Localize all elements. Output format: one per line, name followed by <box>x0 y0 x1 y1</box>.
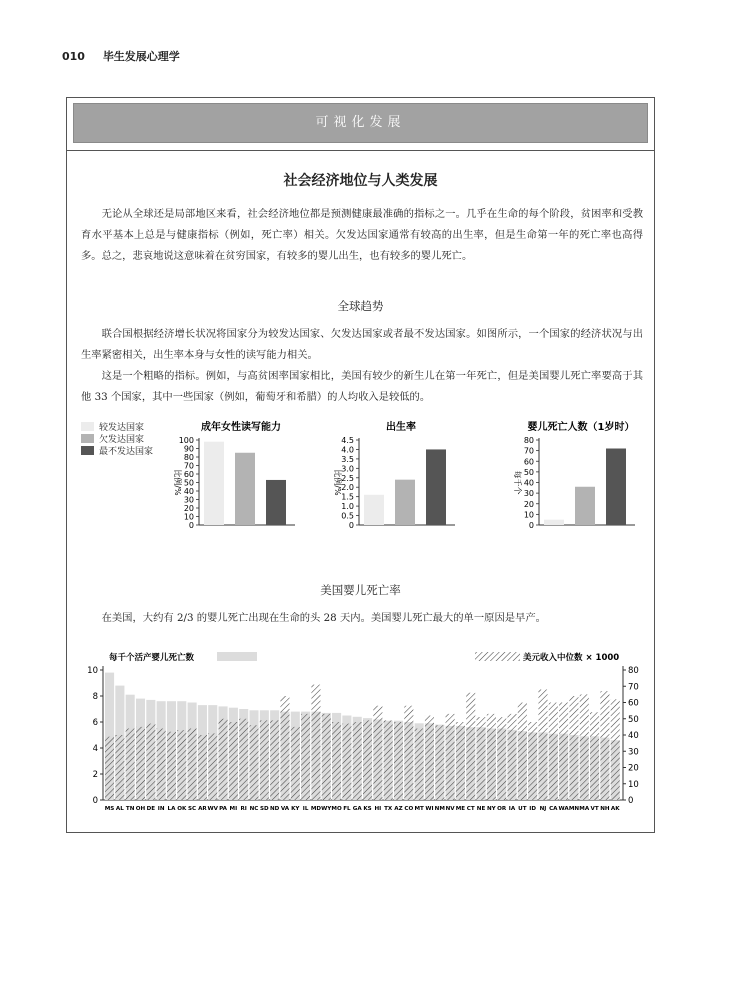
income-bar <box>136 727 145 800</box>
y-tick-label: 20 <box>523 499 534 509</box>
y-tick-label: 3.0 <box>341 464 354 474</box>
country-legend <box>81 420 153 456</box>
income-bar <box>477 717 486 800</box>
income-bar <box>239 719 248 800</box>
income-bar <box>332 722 341 800</box>
y-tick-label: 80 <box>523 436 534 445</box>
state-label: IL <box>302 806 309 812</box>
income-bar <box>115 735 124 800</box>
bar <box>364 495 384 525</box>
y-tick-label: 30 <box>183 495 194 505</box>
y-tick-label: 0 <box>188 521 194 530</box>
income-bar <box>446 714 455 800</box>
income-bar <box>177 730 186 800</box>
income-bar <box>208 733 217 800</box>
state-label: KY <box>291 806 300 812</box>
income-bar <box>322 714 331 800</box>
income-bar <box>538 690 547 801</box>
state-label: RI <box>240 806 247 812</box>
y-tick-label: 100 <box>178 436 194 445</box>
state-label: CO <box>404 806 414 812</box>
us-paragraph: 在美国，大约有 2/3 的婴儿死亡出现在生命的头 28 天内。美国婴儿死亡最大的单一原因是早产。 <box>101 612 546 624</box>
legend-left-label: 每千个活产婴儿死亡数 <box>109 653 195 663</box>
state-label: DE <box>146 806 156 812</box>
y-tick-label: 50 <box>183 478 194 488</box>
state-label: WA <box>558 806 569 812</box>
income-bar <box>126 729 135 801</box>
us-infant-mortality-chart <box>77 644 647 816</box>
y-tick-label: 90 <box>183 444 194 454</box>
income-bar <box>497 717 506 800</box>
y-tick-label: 60 <box>183 470 194 479</box>
state-label: ME <box>455 806 466 812</box>
state-label: UT <box>518 806 527 812</box>
y-tick-label: 2.0 <box>341 483 354 493</box>
income-bar <box>394 722 403 800</box>
y-tick-label: 70 <box>523 446 534 456</box>
income-bar <box>590 712 599 800</box>
y-tick-label: 3.5 <box>341 454 354 464</box>
y-axis-label: 比例/% <box>333 469 342 496</box>
state-label: VA <box>280 806 290 812</box>
income-bar <box>549 703 558 801</box>
page-number: 010 <box>62 50 85 63</box>
y-axis-label: 比例/% <box>173 469 182 496</box>
left-y-tick-label: 8 <box>92 692 98 702</box>
income-bar <box>198 735 207 800</box>
income-bar <box>466 693 475 800</box>
right-y-tick-label: 50 <box>628 714 639 725</box>
income-bar <box>280 696 289 800</box>
y-tick-label: 4.0 <box>341 445 354 455</box>
legend-right-swatch <box>475 652 520 661</box>
left-y-tick-label: 2 <box>92 770 98 780</box>
state-label: NE <box>476 806 486 812</box>
bar <box>426 449 446 525</box>
state-label: NY <box>487 806 496 812</box>
income-bar <box>580 694 589 800</box>
income-bar <box>167 732 176 800</box>
state-label: MD <box>310 806 322 812</box>
y-tick-label: 1.5 <box>341 492 354 502</box>
income-bar <box>260 720 269 800</box>
left-y-tick-label: 6 <box>92 718 98 728</box>
state-label: OK <box>177 806 187 812</box>
y-tick-label: 0 <box>528 521 534 530</box>
chart-title: 成年女性读写能力 <box>201 422 281 433</box>
left-y-tick-label: 10 <box>87 666 98 676</box>
bar <box>544 520 564 525</box>
state-label: TN <box>125 806 135 812</box>
state-label: AR <box>198 806 207 812</box>
income-bar <box>611 699 620 800</box>
state-label: WV <box>207 806 218 812</box>
income-bar <box>487 714 496 800</box>
feature-title: 社会经济地位与人类发展 <box>283 173 438 189</box>
state-label: MO <box>331 806 342 812</box>
legend-swatch <box>81 422 94 431</box>
section-banner: 可视化发展 <box>73 103 648 143</box>
bar <box>235 453 255 525</box>
state-label: VT <box>590 806 599 812</box>
income-bar <box>188 729 197 801</box>
legend-swatch <box>81 446 94 455</box>
page-header <box>62 48 180 64</box>
income-bar <box>435 725 444 800</box>
y-tick-label: 10 <box>183 512 194 522</box>
y-tick-label: 1.0 <box>341 502 354 512</box>
state-label: OH <box>135 806 146 812</box>
feature-box <box>66 97 655 833</box>
global-paragraph-2: 这是一个粗略的指标。例如，与高贫困率国家相比，美国有较少的新生儿在第一年死亡，但是美国婴儿死亡率要高于其他 33 个国家，其中一些国家（例如，葡萄牙和希腊）的人均收入是较低的。 <box>81 370 643 403</box>
right-y-tick-label: 0 <box>628 796 634 806</box>
global-paragraph-1: 联合国根据经济增长状况将国家分为较发达国家、欠发达国家或者最不发达国家。如图所示，一个国家的经济状况与出生率紧密相关，出生率本身与女性的读写能力相关。 <box>81 328 643 361</box>
income-bar <box>157 729 166 801</box>
state-label: HI <box>374 806 382 812</box>
y-tick-label: 0.5 <box>341 511 354 521</box>
income-bar <box>384 720 393 800</box>
banner-divider <box>67 150 654 151</box>
state-label: NH <box>600 806 610 812</box>
state-label: AL <box>115 806 124 812</box>
income-bar <box>518 703 527 801</box>
income-bar <box>301 714 310 800</box>
income-bar <box>559 703 568 801</box>
right-y-tick-label: 10 <box>628 779 639 790</box>
left-y-tick-label: 0 <box>92 796 98 806</box>
legend-right-label: 美元收入中位数 × 1000 <box>523 653 620 663</box>
state-label: TX <box>384 806 393 812</box>
income-bar <box>342 724 351 800</box>
income-bar <box>249 725 258 800</box>
y-tick-label: 10 <box>523 510 534 520</box>
state-label: SC <box>188 806 197 812</box>
income-bar <box>311 685 320 800</box>
bar <box>606 449 626 526</box>
income-bar <box>291 727 300 800</box>
state-label: AK <box>610 806 620 812</box>
infant-death-chart <box>507 418 637 533</box>
state-label: CA <box>549 806 558 812</box>
state-label: PA <box>219 806 228 812</box>
right-y-tick-label: 20 <box>628 763 639 774</box>
y-tick-label: 30 <box>523 489 534 499</box>
state-label: NJ <box>539 806 547 812</box>
y-tick-label: 70 <box>183 461 194 471</box>
state-label: MS <box>104 806 115 812</box>
state-label: NV <box>445 806 455 812</box>
y-tick-label: 60 <box>523 457 534 467</box>
state-label: LA <box>167 806 176 812</box>
book-title: 毕生发展心理学 <box>102 50 180 63</box>
y-tick-label: 4.5 <box>341 436 354 445</box>
state-label: MA <box>579 806 590 812</box>
state-label: NC <box>249 806 259 812</box>
state-label: IA <box>508 806 516 812</box>
right-y-tick-label: 80 <box>628 666 639 676</box>
legend-left-swatch <box>217 652 257 661</box>
state-label: GA <box>352 806 362 812</box>
income-bar <box>105 737 114 800</box>
legend-label: 最不发达国家 <box>99 446 154 457</box>
state-label: AZ <box>394 806 403 812</box>
state-label: SD <box>259 806 269 812</box>
legend-item <box>81 420 153 432</box>
state-label: KS <box>363 806 372 812</box>
state-label: OR <box>497 806 507 812</box>
income-bar <box>219 719 228 800</box>
income-bar <box>507 714 516 800</box>
right-y-tick-label: 70 <box>628 682 639 693</box>
income-bar <box>569 696 578 800</box>
state-label: FL <box>343 806 351 812</box>
income-bar <box>373 706 382 800</box>
intro-paragraph: 无论从全球还是局部地区来看，社会经济地位都是预测健康最准确的指标之一。几乎在生命的每个阶段，贫困率和受教育水平基本上总是与健康指标（例如，死亡率）相关。欠发达国家通常有较高的出生率，但是生命第一年的死亡率也高得多。总之，悲哀地说这意味着在贫穷国家，有较多的婴儿出生，也有较多的婴儿死亡。 <box>81 208 643 262</box>
state-label: CT <box>466 806 475 812</box>
state-label: MN <box>568 806 580 812</box>
y-axis-label: 每千个 <box>513 470 522 495</box>
legend-item <box>81 432 153 444</box>
us-heading: 美国婴儿死亡率 <box>320 583 401 597</box>
bar <box>204 442 224 525</box>
y-tick-label: 50 <box>523 467 534 477</box>
right-y-tick-label: 30 <box>628 747 639 758</box>
state-label: ID <box>529 806 537 812</box>
income-bar <box>404 706 413 800</box>
income-bar <box>456 722 465 800</box>
birth-rate-chart <box>327 418 457 533</box>
chart-title: 出生率 <box>386 422 416 433</box>
state-label: ND <box>269 806 280 812</box>
y-tick-label: 20 <box>183 504 194 513</box>
state-label: MI <box>229 806 238 812</box>
income-bar <box>229 722 238 800</box>
left-y-tick-label: 4 <box>92 744 98 754</box>
literacy-chart <box>167 418 297 533</box>
bar <box>575 487 595 525</box>
global-heading: 全球趋势 <box>337 299 384 313</box>
state-label: WY <box>321 806 332 812</box>
y-tick-label: 0 <box>348 521 354 530</box>
bar <box>266 480 286 525</box>
right-y-tick-label: 60 <box>628 698 639 709</box>
income-bar <box>528 722 537 800</box>
legend-swatch <box>81 434 94 443</box>
income-bar <box>353 722 362 800</box>
y-tick-label: 80 <box>183 453 194 462</box>
state-label: MT <box>414 806 424 812</box>
state-label: NM <box>434 806 445 812</box>
income-bar <box>425 716 434 801</box>
y-tick-label: 40 <box>183 487 194 496</box>
y-tick-label: 2.5 <box>341 473 354 483</box>
income-bar <box>270 720 279 800</box>
income-bar <box>600 691 609 800</box>
state-label: WI <box>425 806 434 812</box>
income-bar <box>415 729 424 801</box>
chart-title: 婴儿死亡人数（1岁时） <box>527 422 635 433</box>
legend-label: 欠发达国家 <box>99 434 145 445</box>
income-bar <box>363 720 372 800</box>
legend-label: 较发达国家 <box>99 422 145 433</box>
income-bar <box>146 724 155 800</box>
legend-item <box>81 444 153 456</box>
state-label: IN <box>157 806 165 812</box>
bar <box>395 480 415 525</box>
right-y-tick-label: 40 <box>628 731 639 741</box>
y-tick-label: 40 <box>523 478 534 488</box>
